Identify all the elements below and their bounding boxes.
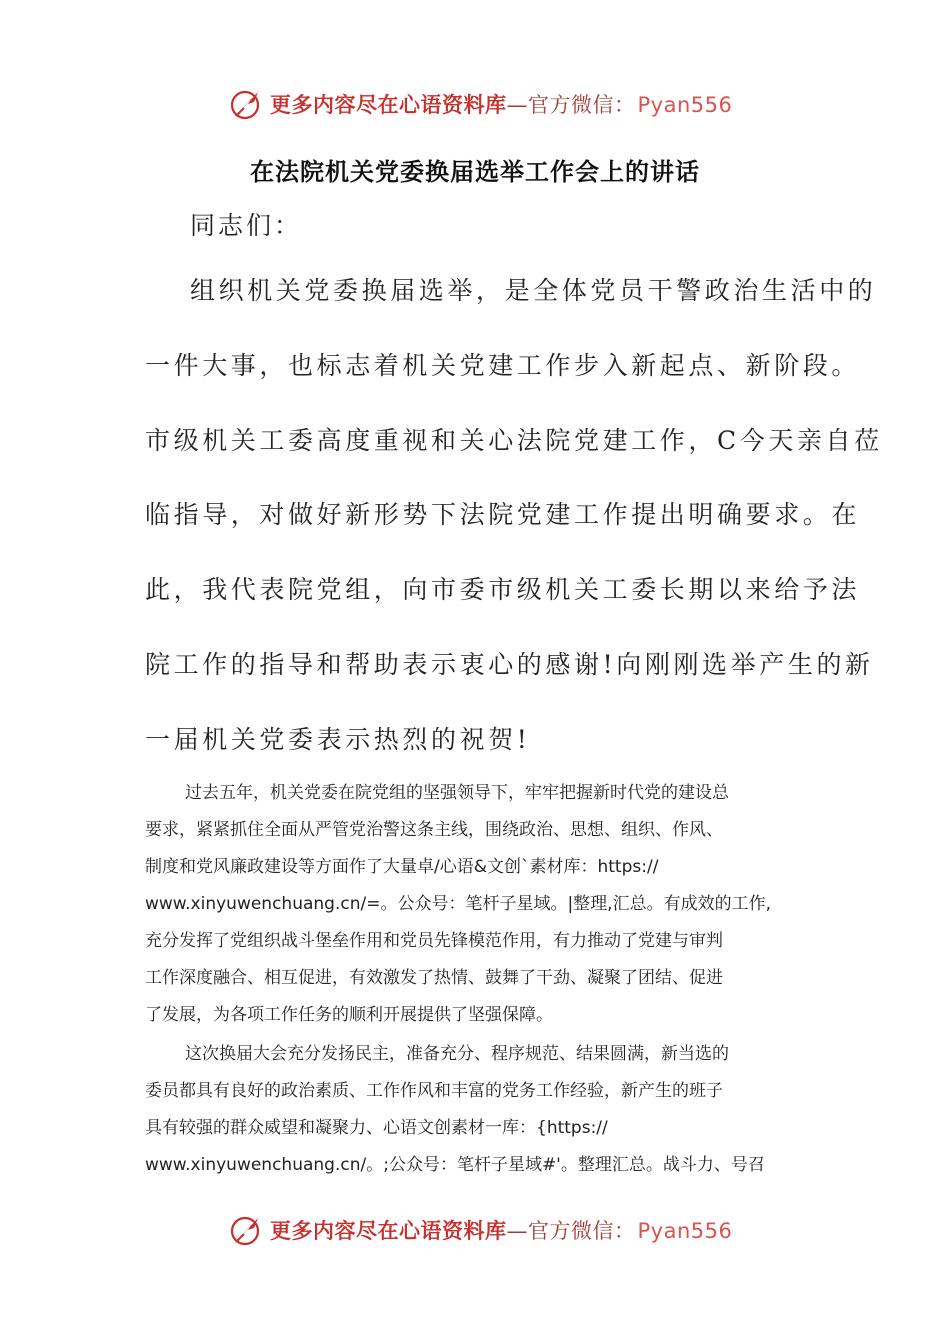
paragraph-line: 工作深度融合、相互促进，有效激发了热情、鼓舞了干劲、凝聚了团结、促进 — [145, 968, 723, 988]
paragraph-line: www.xinyuwenchuang.cn/。;公众号：笔杆子星域#'。整理汇总。战斗力、号召 — [145, 1155, 765, 1175]
paragraph-line: 临指导，对做好新形势下法院党建工作提出明确要求。在 — [145, 500, 861, 530]
footer-banner — [228, 1208, 732, 1252]
banner-wechat-id: Pyan556 — [637, 93, 733, 117]
paragraph-line: 委员都具有良好的政治素质、工作作风和丰富的党务工作经验，新产生的班子 — [145, 1081, 723, 1101]
banner-part2: —官方微信： — [506, 93, 636, 117]
paragraph-line: 此，我代表院党组，向市委市级机关工委长期以来给予法 — [145, 575, 861, 605]
paragraph-1 — [145, 254, 883, 778]
paragraph-line: 具有较强的群众威望和凝聚力、心语文创素材一库：{https:// — [145, 1118, 608, 1138]
greeting: 同志们： — [190, 211, 303, 240]
paragraph-line: 过去五年，机关党委在院党组的坚强领导下，牢牢把握新时代党的建设总 — [185, 783, 729, 803]
paragraph-line: 制度和党风廉政建设等方面作了大量卓/心语&文创`素材库：https:// — [145, 857, 659, 877]
paragraph-line: www.xinyuwenchuang.cn/=。公众号：笔杆子星域。|整理,汇总。有成效的工作, — [145, 894, 771, 914]
banner-part2: —官方微信： — [506, 1219, 636, 1243]
paragraph-line: 一届机关党委表示热烈的祝贺! — [145, 724, 531, 754]
banner-part1: 更多内容尽在心语资料库 — [270, 93, 507, 117]
paragraph-line: 要求，紧紧抓住全面从严管党治警这条主线，围绕政治、思想、组织、作风、 — [145, 820, 723, 840]
paragraph-line: 这次换届大会充分发扬民主，准备充分、程序规范、结果圆满，新当选的 — [185, 1044, 729, 1064]
quill-logo-icon — [228, 86, 264, 122]
paragraph-line: 组织机关党委换届选举，是全体党员干警政治生活中的 — [190, 276, 877, 305]
paragraph-line: 了发展，为各项工作任务的顺利开展提供了坚强保障。 — [145, 1005, 553, 1025]
paragraph-2 — [145, 775, 815, 1034]
paragraph-line: 院工作的指导和帮助表示衷心的感谢!向刚刚选举产生的新 — [145, 649, 874, 679]
paragraph-line: 充分发挥了党组织战斗堡垒作用和党员先锋模范作用，有力推动了党建与审判 — [145, 931, 723, 951]
paragraph-line: 市级机关工委高度重视和关心法院党建工作，C今天亲自莅 — [145, 425, 883, 455]
paragraph-line: 一件大事，也标志着机关党建工作步入新起点、新阶段。 — [145, 350, 861, 380]
banner-text — [270, 89, 732, 119]
header-banner — [228, 82, 732, 126]
quill-logo-icon — [228, 1212, 264, 1248]
document-title: 在法院机关党委换届选举工作会上的讲话 — [250, 158, 700, 186]
banner-text — [270, 1215, 732, 1245]
banner-part1: 更多内容尽在心语资料库 — [270, 1219, 507, 1243]
banner-wechat-id: Pyan556 — [637, 1219, 733, 1243]
paragraph-3 — [145, 1036, 815, 1184]
